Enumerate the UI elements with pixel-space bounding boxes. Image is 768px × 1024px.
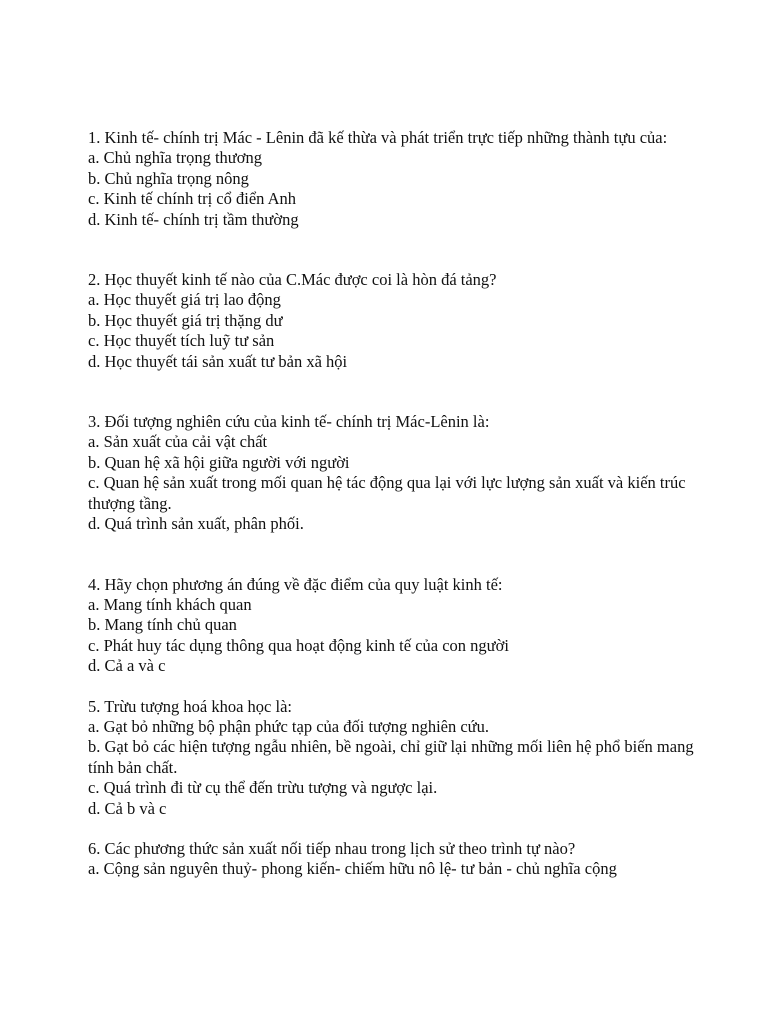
answer-option: c. Quan hệ sản xuất trong mối quan hệ tác động qua lại với lực lượng sản xuất và kiến trúc thượng tầng. xyxy=(88,473,686,513)
answer-option: a. Sản xuất của cải vật chất xyxy=(88,432,268,452)
answer-option: c. Quá trình đi từ cụ thể đến trừu tượng và ngược lại. xyxy=(88,778,438,798)
question-6 xyxy=(88,839,708,880)
answer-option: a. Học thuyết giá trị lao động xyxy=(88,290,281,310)
answer-option: b. Chủ nghĩa trọng nông xyxy=(88,168,249,188)
question-stem: 5. Trừu tượng hoá khoa học là: xyxy=(88,696,292,716)
question-stem: 3. Đối tượng nghiên cứu của kinh tế- chính trị Mác-Lênin là: xyxy=(88,412,490,432)
answer-option: c. Học thuyết tích luỹ tư sản xyxy=(88,331,275,351)
answer-option: a. Mang tính khách quan xyxy=(88,594,252,614)
question-1 xyxy=(88,128,708,230)
spacer xyxy=(88,230,708,270)
answer-option: c. Phát huy tác dụng thông qua hoạt động kinh tế của con người xyxy=(88,635,509,655)
answer-option: c. Kinh tế chính trị cổ điển Anh xyxy=(88,189,297,209)
answer-option: a. Cộng sản nguyên thuỷ- phong kiến- chiếm hữu nô lệ- tư bản - chủ nghĩa cộng xyxy=(88,859,617,879)
answer-option: a. Chủ nghĩa trọng thương xyxy=(88,148,262,168)
question-stem: 1. Kinh tế- chính trị Mác - Lênin đã kế thừa và phát triển trực tiếp những thành tựu của: xyxy=(88,128,668,147)
answer-option: d. Học thuyết tái sản xuất tư bản xã hội xyxy=(88,351,348,371)
question-3 xyxy=(88,412,708,534)
answer-option: d. Quá trình sản xuất, phân phối. xyxy=(88,514,304,534)
answer-option: a. Gạt bỏ những bộ phận phức tạp của đối tượng nghiên cứu. xyxy=(88,716,489,736)
answer-option: b. Quan hệ xã hội giữa người với người xyxy=(88,452,350,472)
answer-option: b. Học thuyết giá trị thặng dư xyxy=(88,310,283,330)
question-stem: 4. Hãy chọn phương án đúng về đặc điểm của quy luật kinh tế: xyxy=(88,574,503,594)
spacer xyxy=(88,819,708,839)
spacer xyxy=(88,535,708,575)
spacer xyxy=(88,677,708,697)
answer-option: d. Kinh tế- chính trị tầm thường xyxy=(88,209,299,229)
answer-option: b. Gạt bỏ các hiện tượng ngẫu nhiên, bề ngoài, chỉ giữ lại những mối liên hệ phổ biến mang tính bản chất. xyxy=(88,737,694,777)
question-5 xyxy=(88,697,708,819)
answer-option: d. Cả b và c xyxy=(88,798,167,818)
question-4 xyxy=(88,575,708,677)
question-2 xyxy=(88,270,708,372)
spacer xyxy=(88,372,708,412)
answer-option: d. Cả a và c xyxy=(88,656,166,676)
question-stem: 6. Các phương thức sản xuất nối tiếp nhau trong lịch sử theo trình tự nào? xyxy=(88,838,576,858)
answer-option: b. Mang tính chủ quan xyxy=(88,615,237,635)
question-stem: 2. Học thuyết kinh tế nào của C.Mác được coi là hòn đá tảng? xyxy=(88,270,497,290)
